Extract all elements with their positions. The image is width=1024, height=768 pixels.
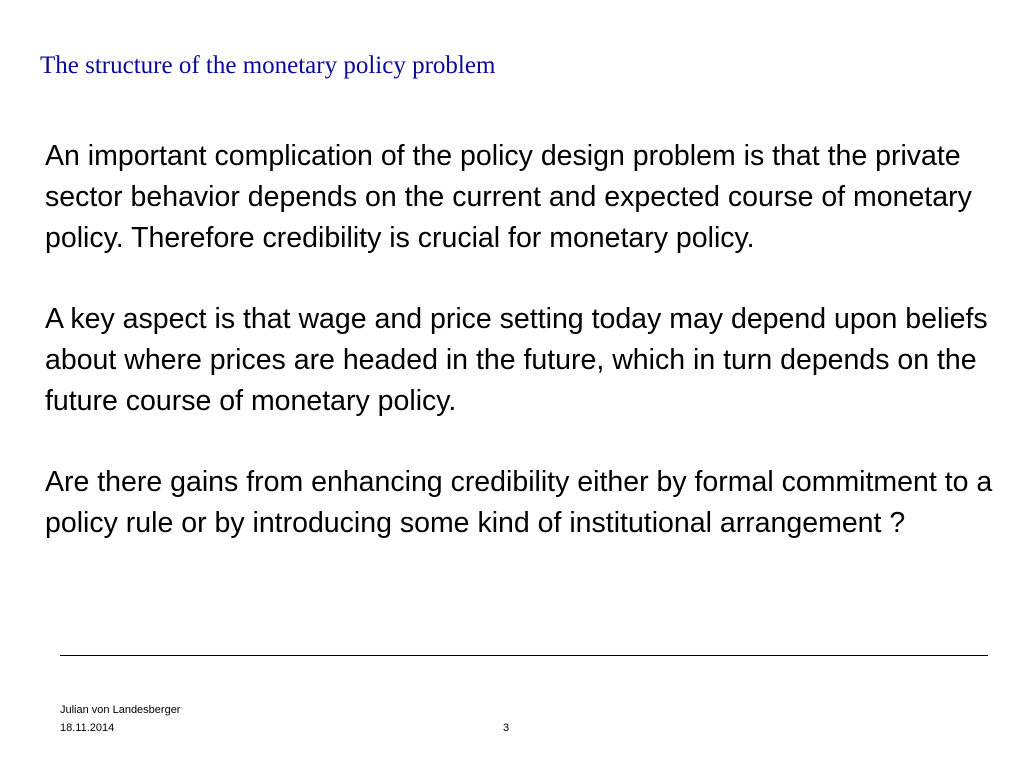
footer-author: Julian von Landesberger	[60, 704, 181, 716]
body-paragraph-3: Are there gains from enhancing credibility either by formal commitment to a policy rule or by introducing some kind of institutional arrangement ?	[45, 466, 993, 539]
slide-body	[45, 136, 1005, 584]
body-paragraph-2: A key aspect is that wage and price setting today may depend upon beliefs about where prices are headed in the future, which in turn depends on the future course of monetary policy.	[45, 303, 988, 417]
body-paragraph-1: An important complication of the policy design problem is that the private sector behavior depends on the current and expected course of monetary policy. Therefore credibility is crucial for monetary policy.	[45, 140, 972, 254]
footer-divider	[60, 655, 988, 656]
footer-date: 18.11.2014	[60, 722, 115, 734]
page-number: 3	[503, 722, 510, 734]
slide-title: The structure of the monetary policy problem	[40, 52, 496, 79]
